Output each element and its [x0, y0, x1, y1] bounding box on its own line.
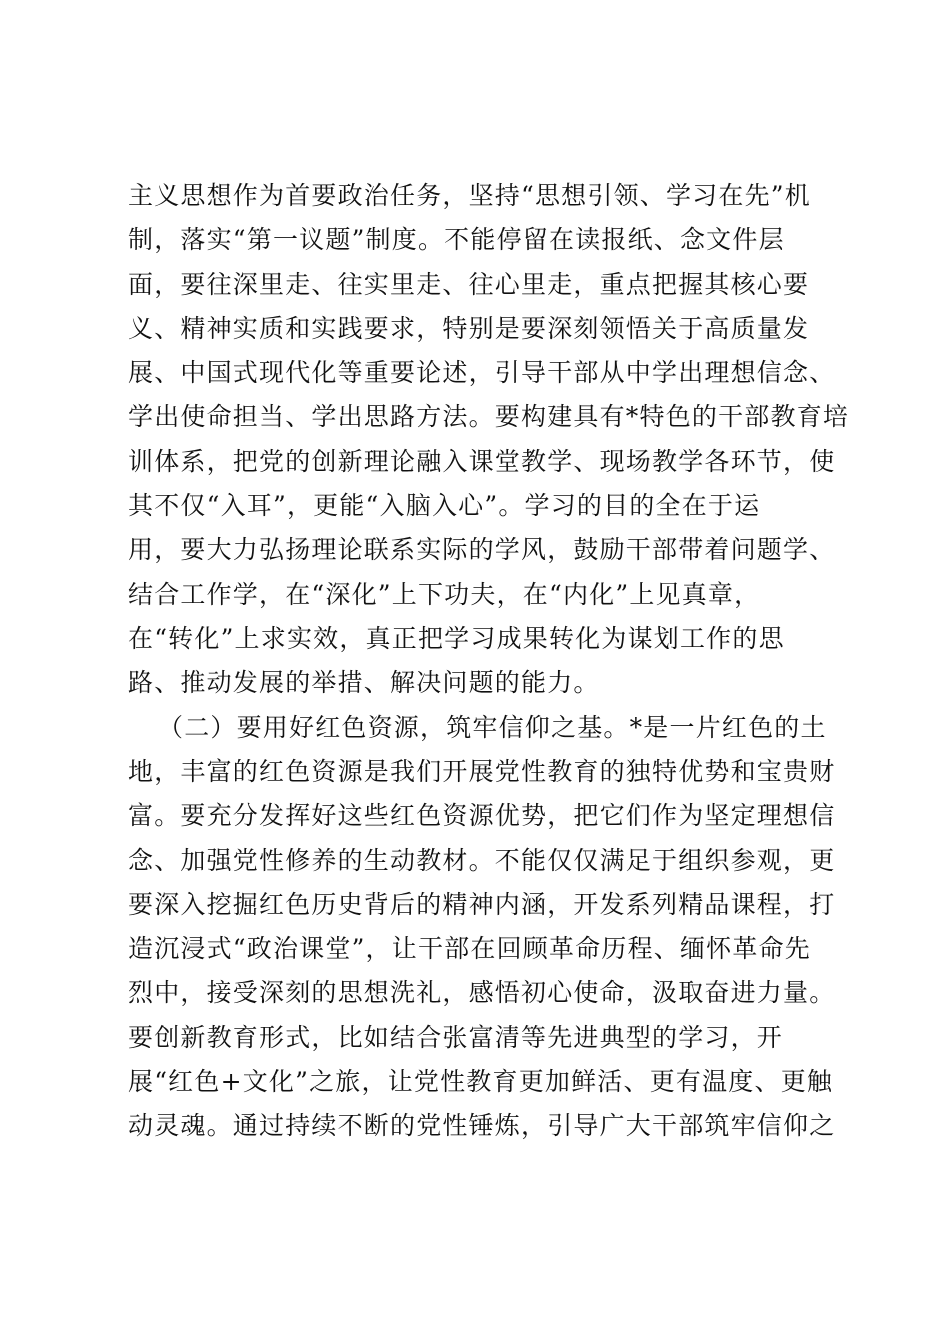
text-line: 主义思想作为首要政治任务，坚持“思想引领、学习在先”机	[128, 181, 811, 210]
text-line: 展、中国式现代化等重要论述，引导干部从中学出理想信念、	[128, 358, 836, 387]
text-line: 在“转化”上求实效，真正把学习成果转化为谋划工作的思	[128, 624, 785, 653]
text-line: 结合工作学，在“深化”上下功夫，在“内化”上见真章，	[128, 580, 761, 609]
text-line: 富。要充分发挥好这些红色资源优势，把它们作为坚定理想信	[128, 801, 836, 830]
text-line: 地，丰富的红色资源是我们开展党性教育的独特优势和宝贵财	[128, 757, 836, 786]
text-line: 用，要大力弘扬理论联系实际的学风，鼓励干部带着问题学、	[128, 535, 836, 564]
text-line: 学出使命担当、学出思路方法。要构建具有*特色的干部教育培	[128, 402, 850, 431]
text-line: 念、加强党性修养的生动教材。不能仅仅满足于组织参观，更	[128, 846, 836, 875]
text-line: 动灵魂。通过持续不断的党性锤炼，引导广大干部筑牢信仰之	[128, 1111, 836, 1140]
text-line: 要深入挖掘红色历史背后的精神内涵，开发系列精品课程，打	[128, 890, 836, 919]
text-line: 义、精神实质和实践要求，特别是要深刻领悟关于高质量发	[128, 314, 810, 343]
text-line: 训体系，把党的创新理论融入课堂教学、现场教学各环节，使	[128, 447, 836, 476]
text-line: 面，要往深里走、往实里走、往心里走，重点把握其核心要	[128, 270, 810, 299]
section-heading-line: （二）要用好红色资源，筑牢信仰之基。*是一片红色的土	[158, 713, 827, 742]
text-line: 路、推动发展的举措、解决问题的能力。	[128, 668, 600, 697]
text-line: 造沉浸式“政治课堂”，让干部在回顾革命历程、缅怀革命先	[128, 934, 811, 963]
text-line: 要创新教育形式，比如结合张富清等先进典型的学习，开	[128, 1023, 784, 1052]
text-line: 制，落实“第一议题”制度。不能停留在读报纸、念文件层	[128, 225, 785, 254]
text-line: 其不仅“入耳”，更能“入脑入心”。学习的目的全在于运	[128, 491, 761, 520]
text-line: 展“红色+文化”之旅，让党性教育更加鲜活、更有温度、更触	[128, 1067, 834, 1096]
text-line: 烈中，接受深刻的思想洗礼，感悟初心使命，汲取奋进力量。	[128, 978, 836, 1007]
